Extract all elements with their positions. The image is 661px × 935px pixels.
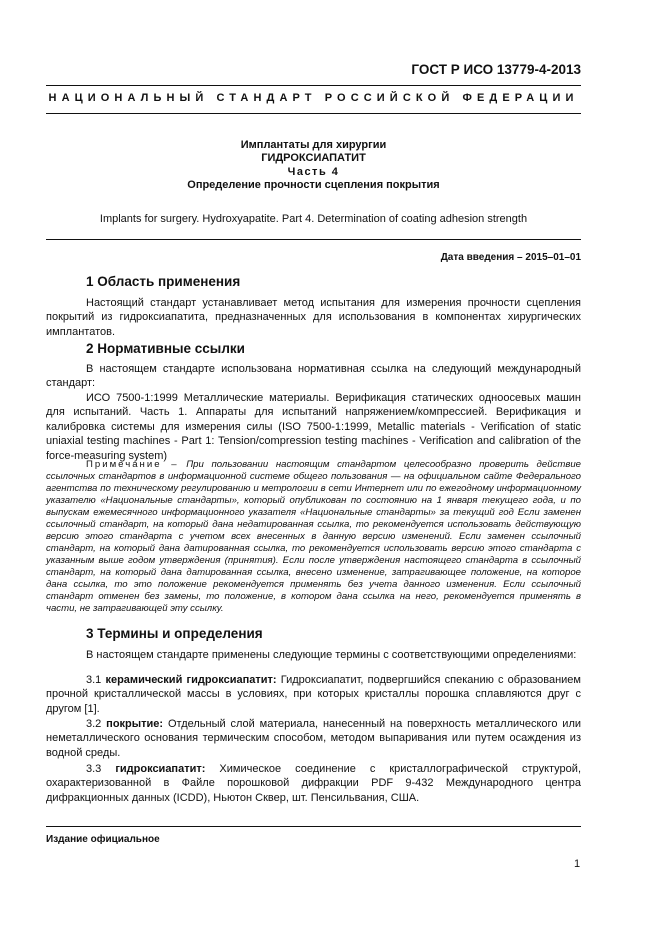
section-3-paragraph-1: В настоящем стандарте применены следующие термины с соответствующими определениями: [86, 649, 577, 661]
title-block [46, 139, 581, 193]
banner-rule [46, 113, 581, 114]
national-standard-banner: НАЦИОНАЛЬНЫЙ СТАНДАРТ РОССИЙСКОЙ ФЕДЕРАЦИИ [48, 92, 579, 104]
note-prefix: Примечание – [86, 459, 179, 470]
introduction-date: Дата введения – 2015–01–01 [440, 252, 581, 263]
document-code: ГОСТ Р ИСО 13779-4-2013 [411, 62, 581, 77]
section-1-text: Настоящий стандарт устанавливает метод испытания для измерения прочности сцепления покрытий из гидроксиапатита, предназначенных для использования в компонентах хирургических имплантатов. [46, 297, 581, 338]
section-2-paragraph-1: В настоящем стандарте использована нормативная ссылка на следующий международный стандарт: [46, 363, 581, 390]
english-title: Implants for surgery. Hydroxyapatite. Part 4. Determination of coating adhesion strength [99, 213, 528, 225]
section-2-heading: 2 Нормативные ссылки [86, 341, 245, 356]
term-3-2-name: покрытие: [106, 718, 164, 730]
header-rule [46, 85, 581, 86]
term-3-1: 3.1 керамический гидроксиапатит: Гидроксиапатит, подвергшийся спеканию с образованием прочной кристаллической массы в условиях, при которых кристаллы порошка сплавляются друг с другом [1]. [46, 674, 581, 715]
term-3-2: 3.2 покрытие: Отдельный слой материала, нанесенный на поверхность металлического или неметаллического основания термическим способом, методом выпаривания или путем осаждения из водной среды. [46, 718, 582, 759]
title-line-3: Часть 4 [287, 165, 340, 178]
title-rule [46, 239, 581, 240]
term-3-1-name: керамический гидроксиапатит: [105, 674, 277, 686]
section-3-heading: 3 Термины и определения [86, 626, 263, 641]
title-line-4: Определение прочности сцепления покрытия [187, 179, 440, 192]
note-text: При пользовании настоящим стандартом целесообразно проверить действие ссылочных стандартов в информационной системе общего пользования — на официальном сайте Федерального агентства по техническому регулированию и метрологии в сети Интернет или по ежегодному информационному указателю «Национальные стандарты», который опубликован по состоянию на 1 января текущего года, и по выпускам ежемесячного информационного указателя «Национальные стандарты» за текущий год Если заменен ссылочный стандарт, на который дана недатированная ссылка, то рекомендуется использовать действующую версию этого стандарта с учетом всех внесенных в данную версию изменений. Если заменен ссылочный стандарт, на который дана датированная ссылка, то рекомендуется использовать версию этого стандарта с указанным выше годом утверждения (принятия). Если после утверждения настоящего стандарта в ссылочный стандарт, на который дана датированная ссылка, внесено изменение, затрагивающее положение, на которое дана ссылка, то это положение рекомендуется применять без учета данного изменения. Если ссылочный стандарт отменен без замены, то положение, в котором дана ссылка на него, рекомендуется применять в части, не затрагивающей эту ссылку. [46, 459, 581, 614]
title-line-1: Имплантаты для хирургии [240, 139, 387, 151]
reference-note [46, 459, 581, 615]
official-edition-label: Издание официальное [46, 834, 160, 845]
section-1-heading: 1 Область применения [86, 274, 241, 289]
page-number: 1 [574, 858, 581, 870]
title-line-2: ГИДРОКСИАПАТИТ [261, 152, 366, 165]
term-3-3-name: гидроксиапатит: [115, 763, 206, 775]
section-2-reference: ИСО 7500-1:1999 Металлические материалы. Верификация статических одноосевых машин для испытаний. Часть 1. Аппараты для испытаний напряжением/компрессией. Верификация и калибровка системы для измерения силы (ISO 7500-1:1999, Metallic materials - Verification of static uniaxial testing machines - Part 1: Tension/compression testing machines - Verification and calibration of the force-measuring system) [46, 392, 581, 462]
footer-rule [46, 826, 581, 827]
term-3-3: 3.3 гидроксиапатит: Химическое соединение с кристаллографической структурой, охарактеризованной в Файле порошковой дифракции PDF 9-432 Международного центра дифракционных данных (ICDD), Ньютон Сквер, шт. Пенсильвания, США. [46, 763, 581, 804]
